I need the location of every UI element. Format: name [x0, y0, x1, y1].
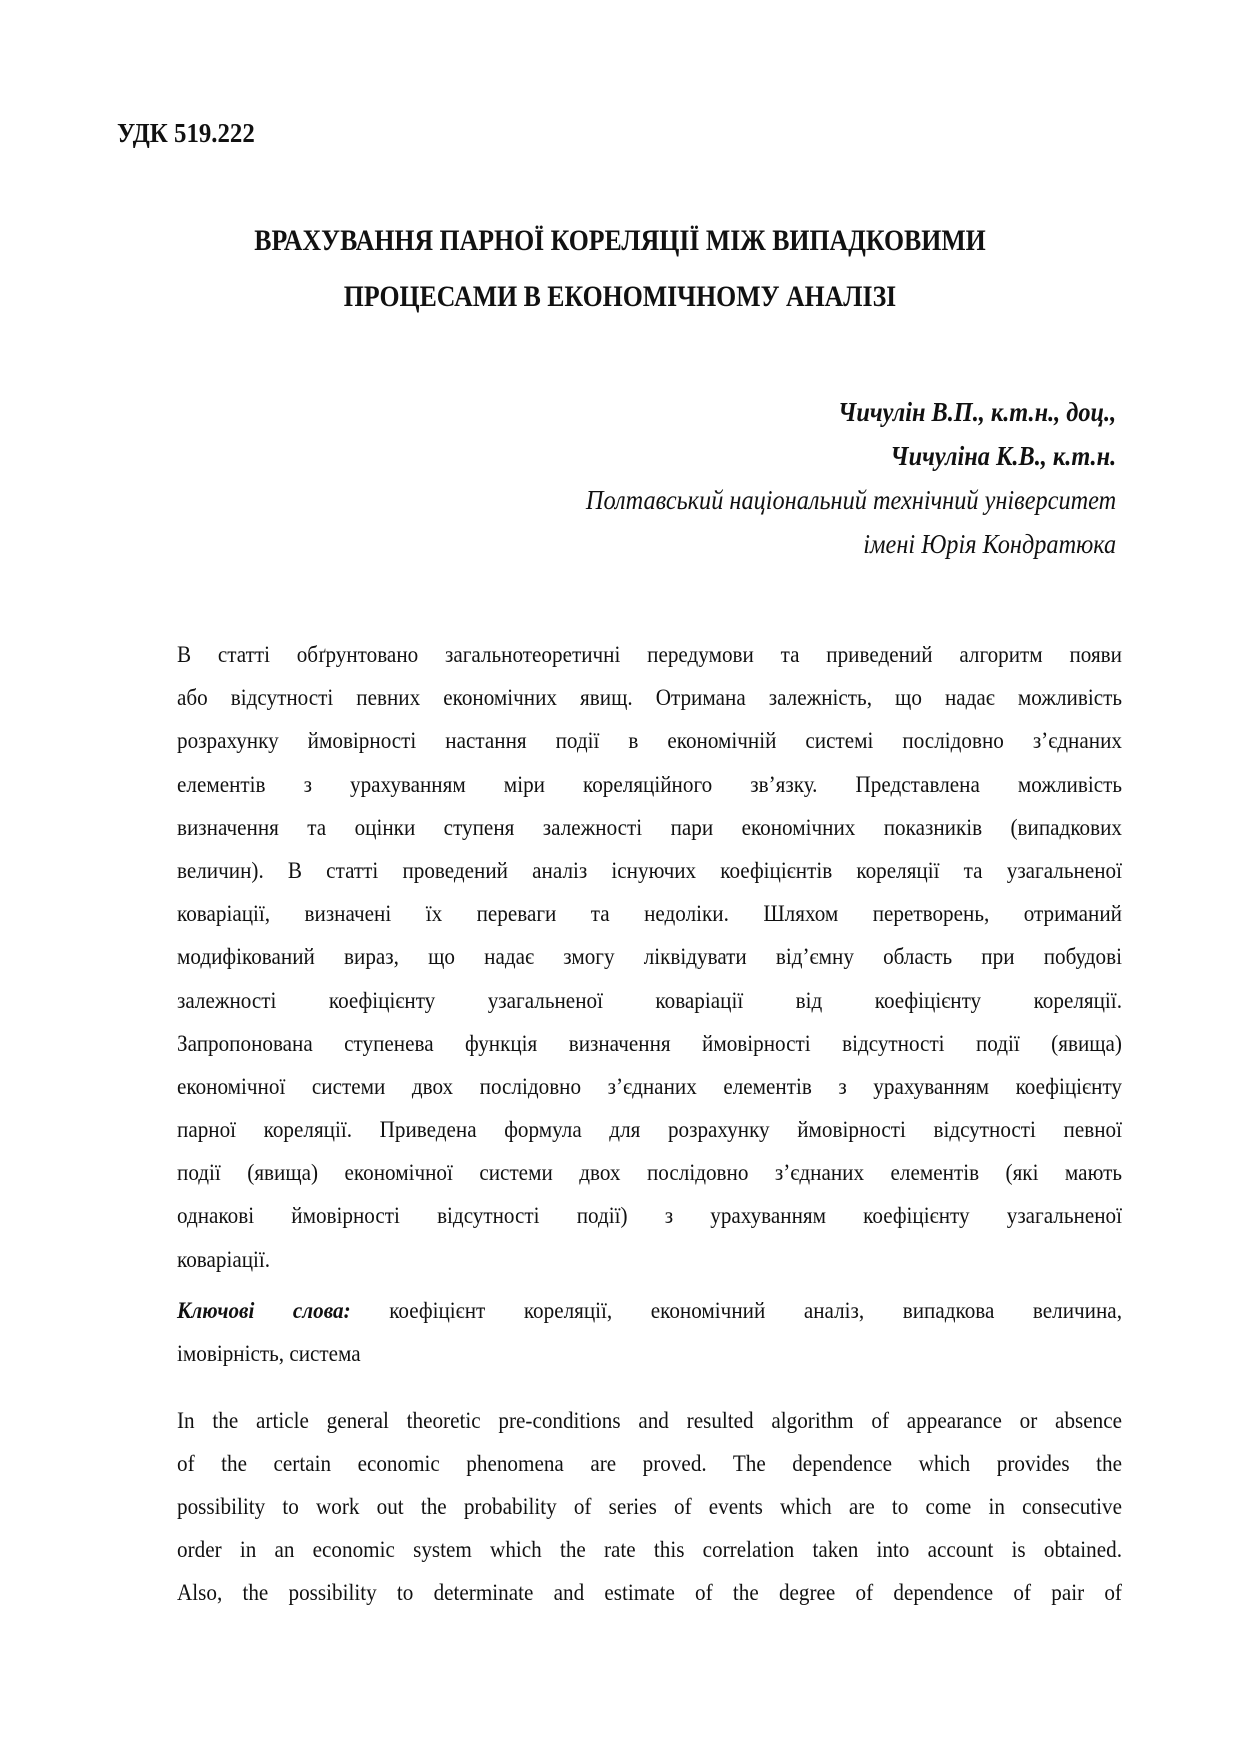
abstract-en-line: Also, the possibility to determinate and estimate of the degree of dependence of pair of: [177, 1580, 1122, 1606]
abstract-line: величин). В статті проведений аналіз існуючих коефіцієнтів кореляції та узагальненої: [177, 857, 1122, 884]
abstract-english: [177, 1400, 1122, 1615]
affiliation-line-2: імені Юрія Кондратюка: [863, 529, 1116, 559]
abstract-line: визначення та оцінки ступеня залежності пари економічних показників (випадкових: [177, 814, 1122, 841]
abstract-line: або відсутності певних економічних явищ. Отримана залежність, що надає можливість: [177, 685, 1122, 712]
keywords-label: Ключові слова:: [177, 1297, 351, 1324]
affiliation-line-1: Полтавський національний технічний університет: [585, 485, 1116, 515]
article-title: [173, 213, 1067, 325]
keywords-line: [177, 1290, 1122, 1333]
abstract-line: події (явища) економічної системи двох послідовно з’єднаних елементів (які мають: [177, 1160, 1122, 1187]
paragraph-gap: [177, 1282, 1122, 1290]
abstract-line: коваріації.: [177, 1246, 271, 1273]
keywords-line: імовірність, система: [177, 1341, 361, 1367]
abstract-en-line: of the certain economic phenomena are proved. The dependence which provides the: [177, 1451, 1122, 1477]
abstract-line: однакові ймовірності відсутності події) з урахуванням коефіцієнту узагальненої: [177, 1203, 1122, 1230]
udk-code: УДК 519.222: [117, 118, 255, 148]
title-line-2: ПРОЦЕСАМИ В ЕКОНОМІЧНОМУ АНАЛІЗІ: [343, 280, 897, 313]
abstract-line: парної кореляції. Приведена формула для розрахунку ймовірності відсутності певної: [177, 1117, 1122, 1144]
author-1: Чичулін В.П., к.т.н., доц.,: [837, 397, 1116, 427]
abstract-en-line: possibility to work out the probability of series of events which are to come in consecutive: [177, 1494, 1122, 1520]
keywords-text: коефіцієнт кореляції, економічний аналіз, випадкова величина,: [389, 1297, 1122, 1324]
title-line-1: ВРАХУВАННЯ ПАРНОЇ КОРЕЛЯЦІЇ МІЖ ВИПАДКОВИМИ: [254, 224, 986, 257]
abstract-line: В статті обґрунтовано загальнотеоретичні передумови та приведений алгоритм появи: [177, 642, 1122, 668]
abstract-ukrainian: [177, 634, 1122, 1376]
abstract-en-line: In the article general theoretic pre-conditions and resulted algorithm of appearance or absence: [177, 1408, 1122, 1434]
abstract-line: економічної системи двох послідовно з’єднаних елементів з урахуванням коефіцієнту: [177, 1073, 1122, 1100]
abstract-line: залежності коефіцієнту узагальненої коваріації від коефіцієнту кореляції.: [177, 987, 1122, 1014]
abstract-line: Запропонована ступенева функція визначення ймовірності відсутності події (явища): [177, 1030, 1122, 1057]
abstract-line: елементів з урахуванням міри кореляційного зв’язку. Представлена можливість: [177, 771, 1122, 798]
abstract-line: модифікований вираз, що надає змогу ліквідувати від’ємну область при побудові: [177, 944, 1122, 971]
abstract-en-line: order in an economic system which the rate this correlation taken into account is obtained.: [177, 1537, 1122, 1563]
abstract-line: розрахунку ймовірності настання події в економічній системі послідовно з’єднаних: [177, 728, 1122, 755]
author-2: Чичуліна К.В., к.т.н.: [890, 441, 1116, 471]
author-block: [527, 390, 1116, 566]
abstract-line: коваріації, визначені їх переваги та недоліки. Шляхом перетворень, отриманий: [177, 901, 1122, 928]
